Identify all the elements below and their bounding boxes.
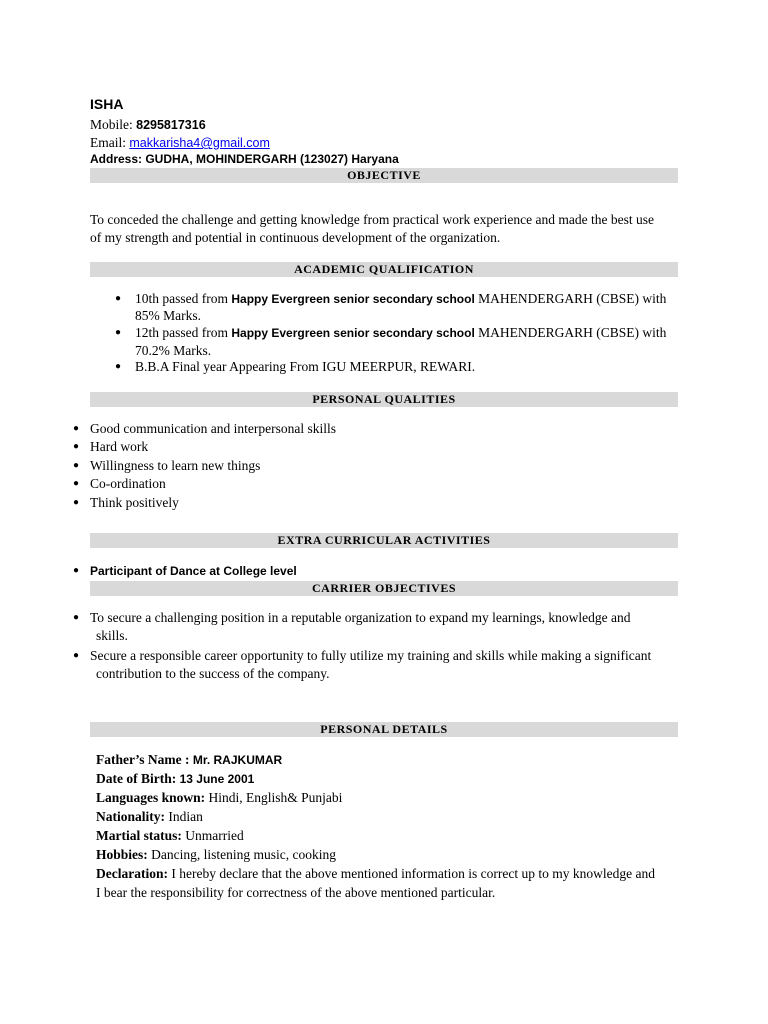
declaration-text-line-1: I hereby declare that the above mentioned information is correct up to my knowledge and [171, 866, 655, 881]
marital-value: Unmarried [185, 828, 244, 843]
quality-item: Willingness to learn new things [90, 458, 261, 473]
academic-item-2-line-2: 70.2% Marks. [135, 343, 212, 358]
marital-label: Martial status: [96, 828, 182, 843]
objective-text-line-2: of my strength and potential in continuous development of the organization. [90, 230, 501, 245]
declaration-label: Declaration: [96, 866, 168, 881]
nationality-value: Indian [168, 809, 203, 824]
dob-value: 13 June 2001 [179, 772, 255, 786]
mobile-label: Mobile: [90, 117, 133, 132]
languages-label: Languages known: [96, 790, 206, 805]
carrier-item-1-line-2: skills. [96, 628, 128, 643]
academic-item-1-school: Happy Evergreen senior secondary school [231, 292, 475, 306]
father-name-value: Mr. RAJKUMAR [192, 753, 283, 767]
bullet-icon: ● [73, 497, 80, 508]
quality-item: Think positively [90, 495, 179, 510]
carrier-item-1-line-1: To secure a challenging position in a reputable organization to expand my learnings, knowledge and [90, 610, 631, 625]
section-header-extra: EXTRA CURRICULAR ACTIVITIES [90, 533, 678, 548]
candidate-name: ISHA [90, 96, 124, 112]
academic-item-3: B.B.A Final year Appearing From IGU MEERPUR, REWARI. [135, 359, 476, 374]
bullet-icon: ● [73, 423, 80, 434]
bullet-icon: ● [73, 565, 80, 576]
declaration-text-line-2: I bear the responsibility for correctness of the above mentioned particular. [96, 885, 496, 900]
mobile-number: 8295817316 [136, 118, 206, 132]
nationality-row [96, 808, 203, 826]
marital-row [96, 827, 244, 845]
extra-item: Participant of Dance at College level [90, 564, 297, 578]
declaration-row [96, 865, 655, 883]
academic-item-1-line-2: 85% Marks. [135, 308, 201, 323]
dob-row [96, 770, 254, 788]
nationality-label: Nationality: [96, 809, 165, 824]
bullet-icon: ● [73, 612, 80, 623]
academic-item-1 [135, 290, 666, 308]
bullet-icon: ● [115, 361, 122, 372]
mobile-line [90, 116, 206, 134]
email-label: Email: [90, 135, 126, 150]
languages-value: Hindi, English& Punjabi [208, 790, 343, 805]
academic-item-2-post: MAHENDERGARH (CBSE) with [478, 325, 667, 340]
academic-item-2 [135, 324, 666, 342]
carrier-item-2-line-1: Secure a responsible career opportunity to fully utilize my training and skills while making a significant [90, 648, 652, 663]
hobbies-row [96, 846, 336, 864]
bullet-icon: ● [73, 478, 80, 489]
bullet-icon: ● [115, 327, 122, 338]
bullet-icon: ● [115, 293, 122, 304]
objective-text-line-1: To conceded the challenge and getting knowledge from practical work experience and made the best use [90, 212, 654, 227]
section-header-objective: OBJECTIVE [90, 168, 678, 183]
bullet-icon: ● [73, 460, 80, 471]
section-header-academic: ACADEMIC QUALIFICATION [90, 262, 678, 277]
address-line: Address: GUDHA, MOHINDERGARH (123027) Haryana [90, 152, 399, 166]
dob-label: Date of Birth: [96, 771, 177, 786]
email-link[interactable]: makkarisha4@gmail.com [129, 136, 270, 150]
section-header-qualities: PERSONAL QUALITIES [90, 392, 678, 407]
quality-item: Co-ordination [90, 476, 166, 491]
bullet-icon: ● [73, 441, 80, 452]
languages-row [96, 789, 342, 807]
hobbies-value: Dancing, listening music, cooking [151, 847, 336, 862]
section-header-carrier: CARRIER OBJECTIVES [90, 581, 678, 596]
carrier-item-2-line-2: contribution to the success of the company. [96, 666, 330, 681]
quality-item: Hard work [90, 439, 149, 454]
father-name-label: Father’s Name : [96, 752, 190, 767]
academic-item-1-pre: 10th passed from [135, 291, 228, 306]
father-name-row [96, 751, 282, 769]
academic-item-2-school: Happy Evergreen senior secondary school [231, 326, 475, 340]
section-header-details: PERSONAL DETAILS [90, 722, 678, 737]
academic-item-1-post: MAHENDERGARH (CBSE) with [478, 291, 667, 306]
academic-item-2-pre: 12th passed from [135, 325, 228, 340]
bullet-icon: ● [73, 650, 80, 661]
quality-item: Good communication and interpersonal skills [90, 421, 336, 436]
hobbies-label: Hobbies: [96, 847, 148, 862]
